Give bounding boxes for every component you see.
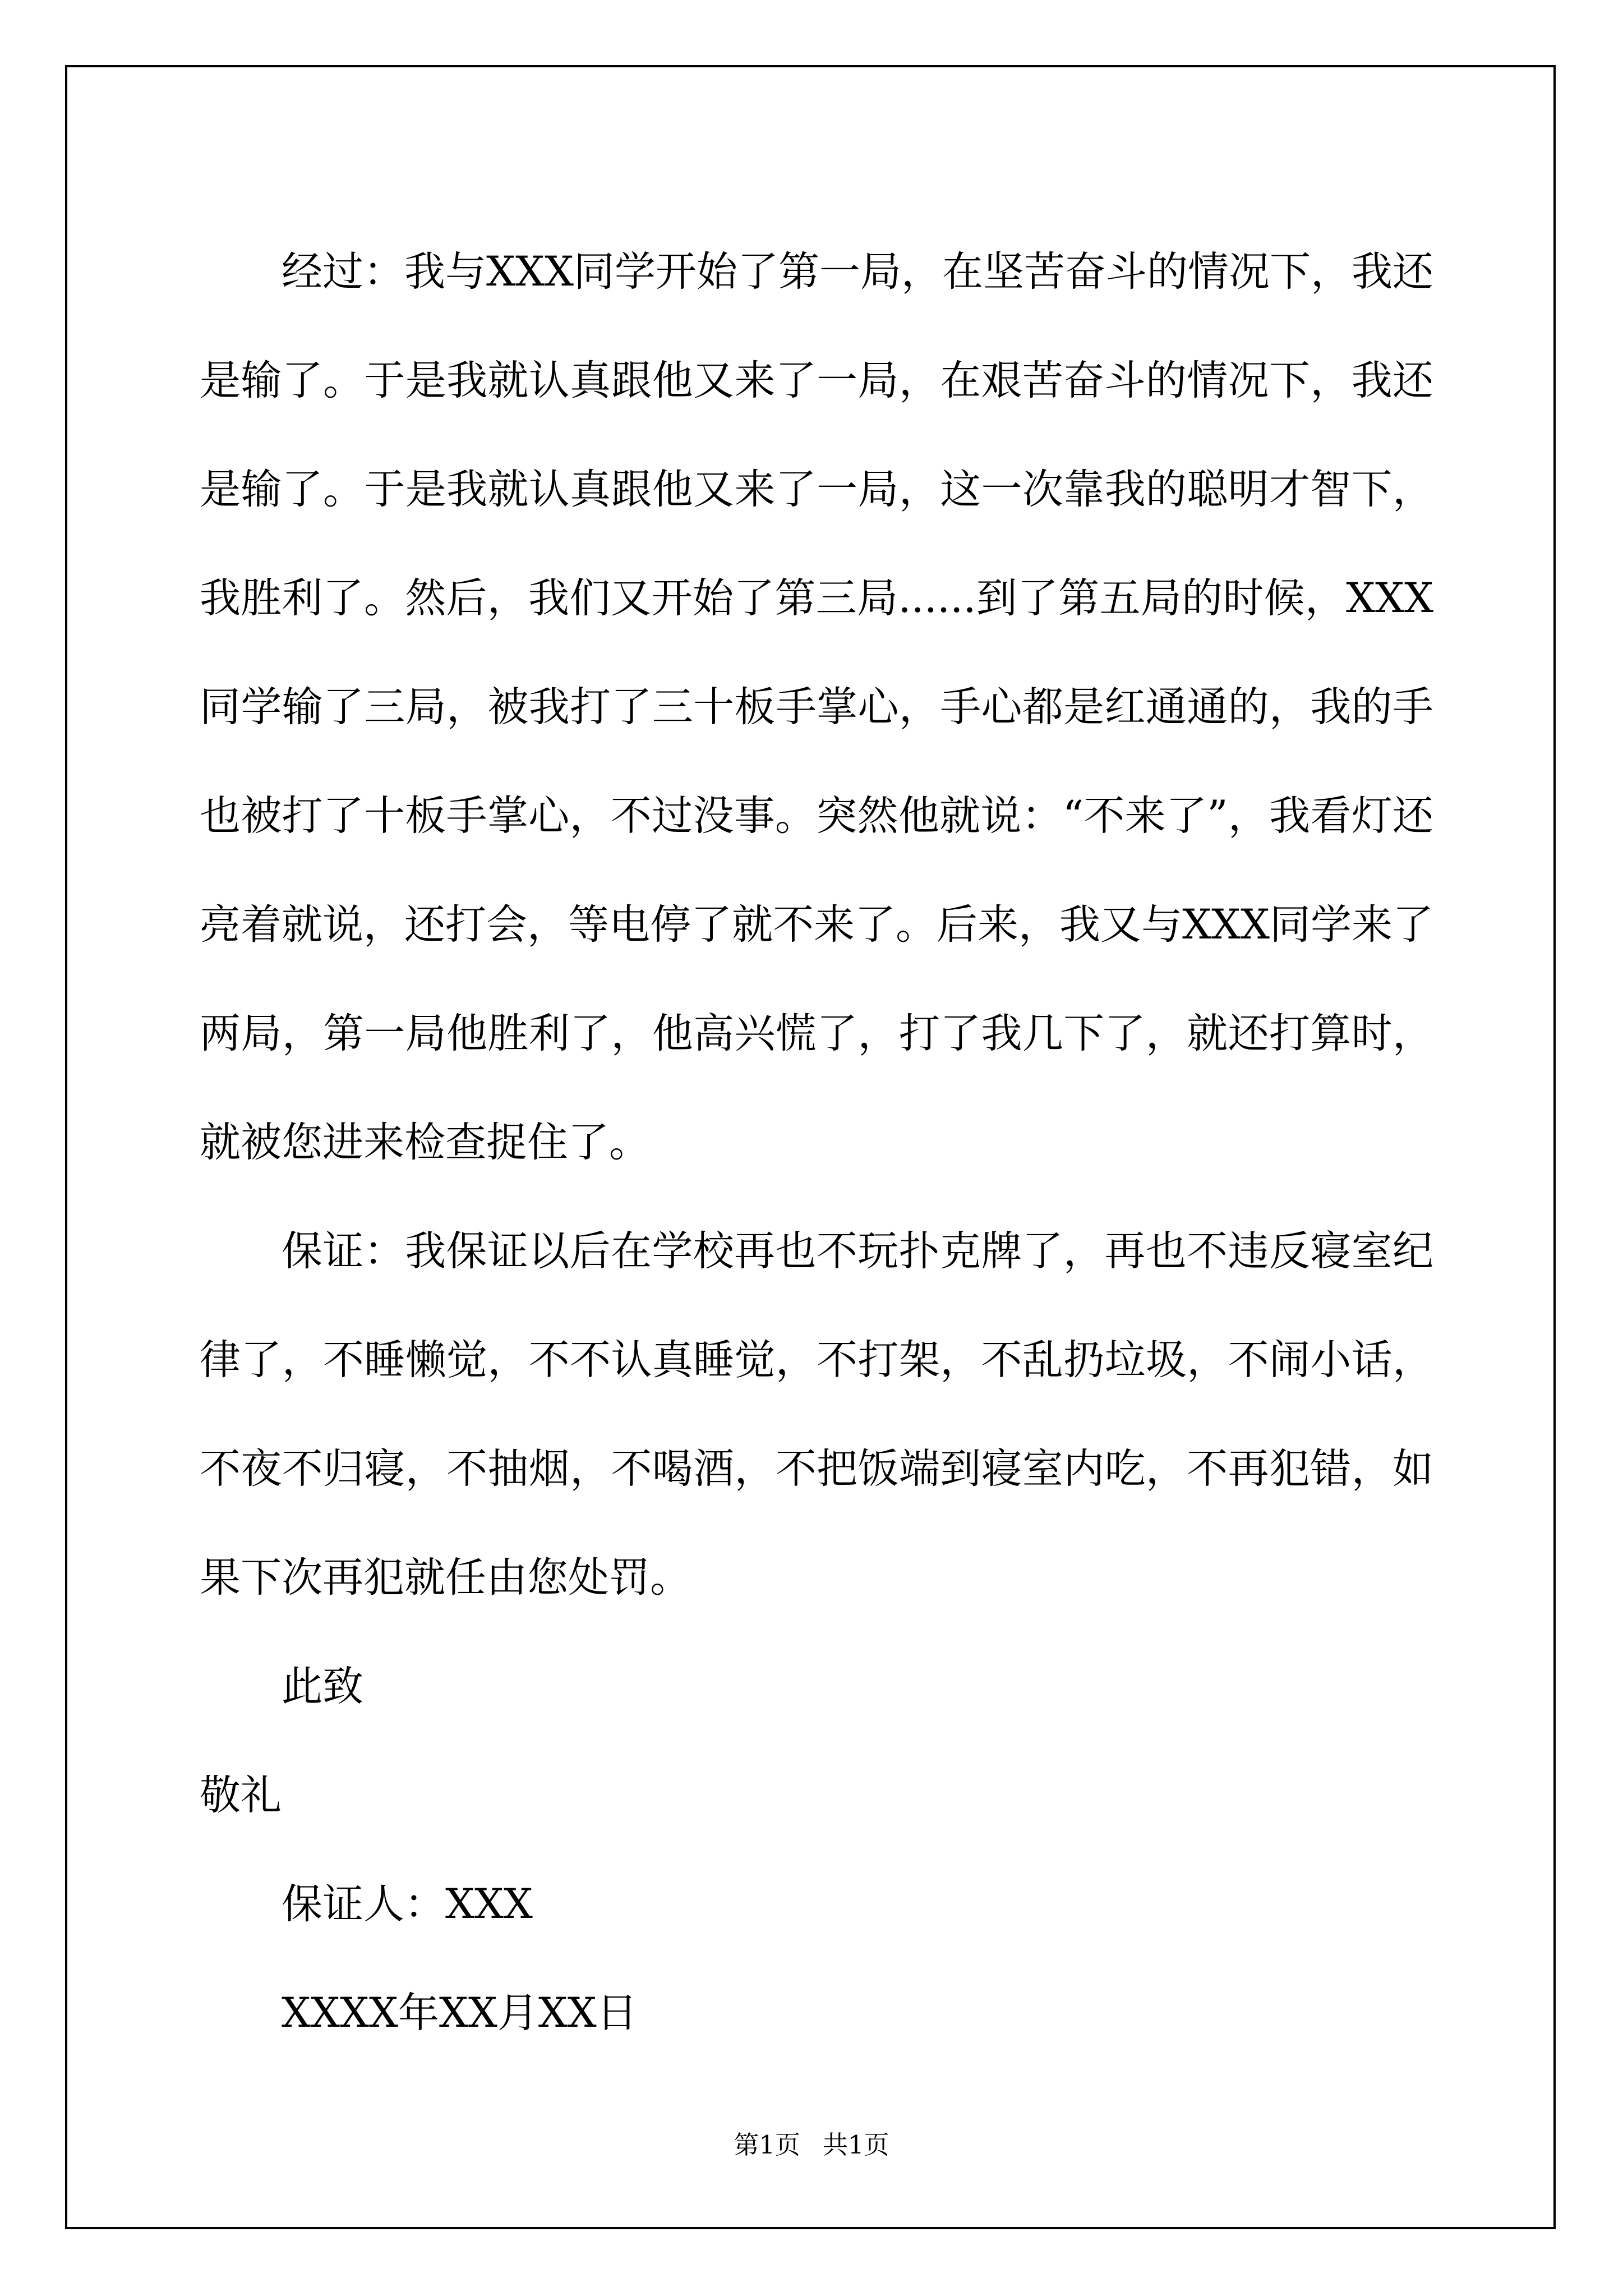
paragraph-guarantee: 保证：我保证以后在学校再也不玩扑克牌了，再也不违反寝室纪律了，不睡懒觉，不不认真睡觉，不打架，不乱扔垃圾，不闹小话，不夜不归寝，不抽烟，不喝酒，不把饭端到寝室内吃，不再犯错，如果下次再犯就任由您处罚。 (200, 1227, 1433, 1602)
page-footer (0, 2128, 1623, 2162)
paragraph-account: 经过：我与XXX同学开始了第一局，在坚苦奋斗的情况下，我还是输了。于是我就认真跟他又来了一局，在艰苦奋斗的情况下，我还是输了。于是我就认真跟他又来了一局，这一次靠我的聪明才智下，我胜利了。然后，我们又开始了第三局......到了第五局的时候，XXX同学输了三局，被我打了三十板手掌心，手心都是红通通的，我的手也被打了十板手掌心，不过没事。突然他就说：“不来了”，我看灯还亮着就说，还打会，等电停了就不来了。后来，我又与XXX同学来了两局，第一局他胜利了，他高兴慌了，打了我几下了，就还打算时，就被您进来检查捉住了。 (200, 248, 1433, 1166)
page-total: 共1页 (823, 2130, 889, 2160)
closing-salutation: 此致 (282, 1663, 363, 1710)
signatory-line: 保证人：XXX (282, 1880, 533, 1928)
closing-regards: 敬礼 (200, 1772, 282, 1819)
document-body (200, 218, 1433, 2068)
date-line: XXXX年XX月XX日 (282, 1989, 638, 2037)
page-number: 第1页 (734, 2130, 800, 2160)
